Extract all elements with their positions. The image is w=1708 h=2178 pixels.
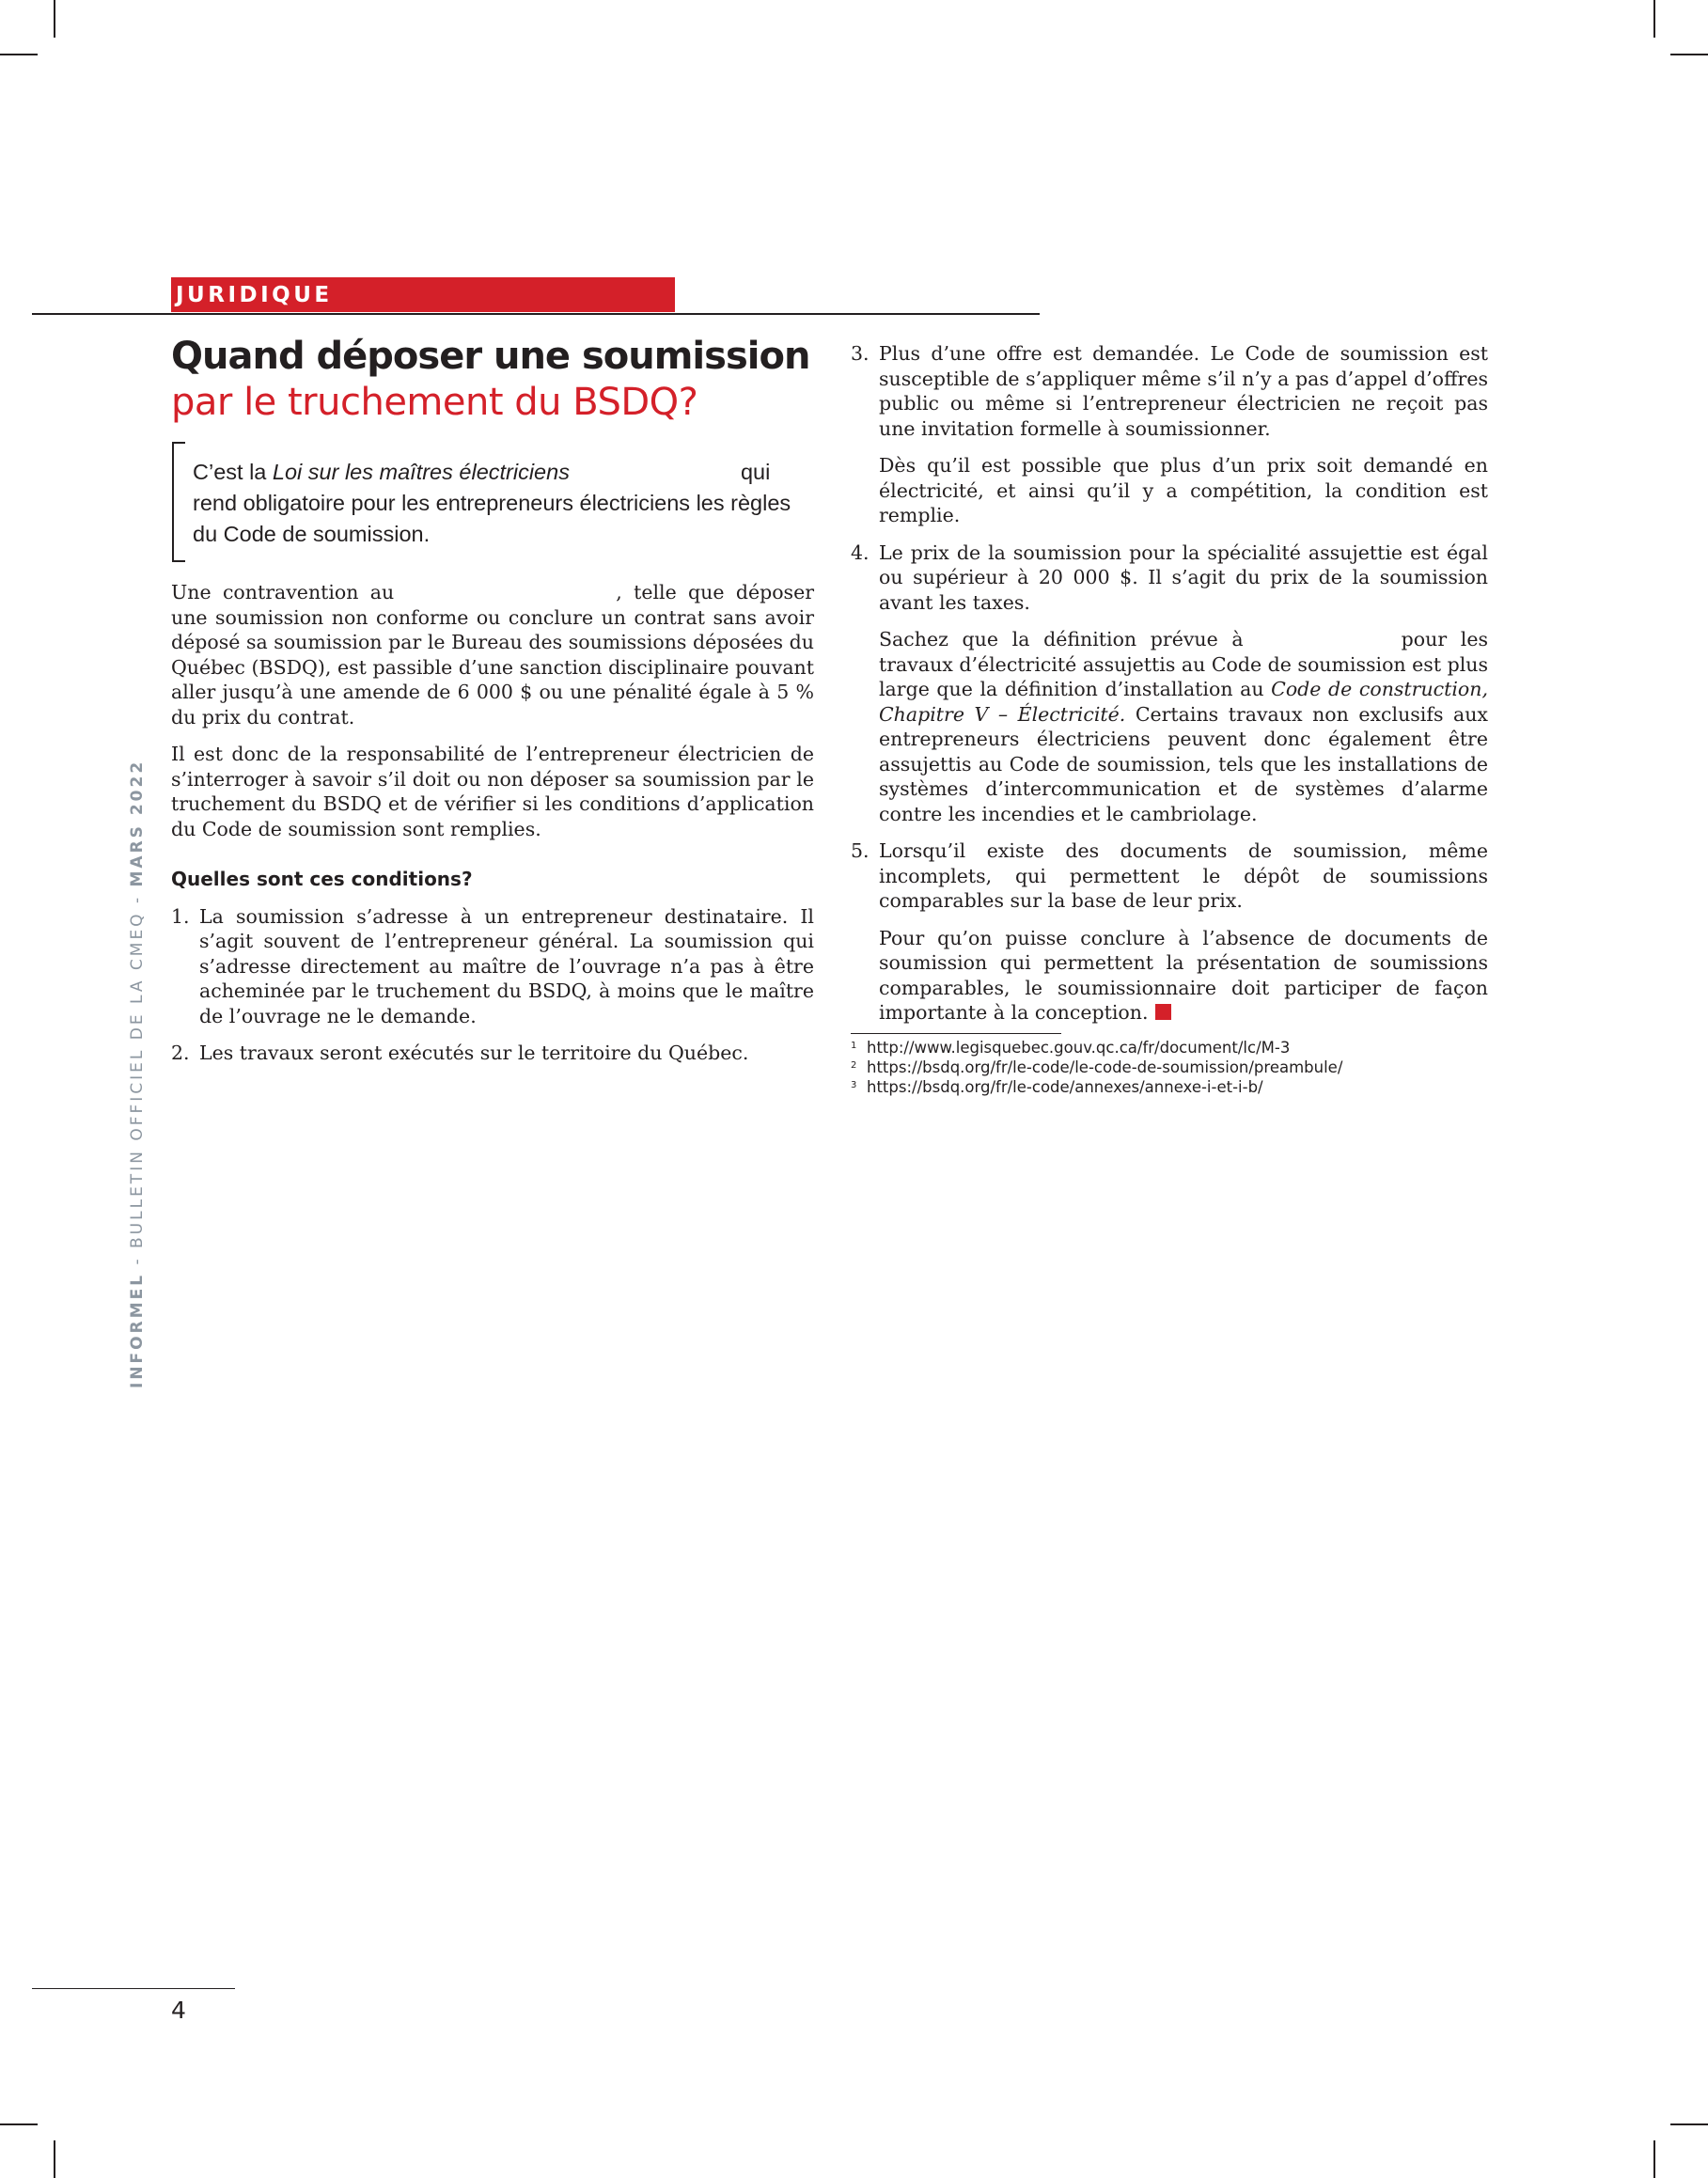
page-number: 4	[171, 1997, 186, 2024]
list-item: 3. Plus d’une offre est demandée. Le Code de soumission est susceptible de s’appliquer même s’il n’y a pas d’appel d’offres public ou même si l’entrepreneur électricien ne reçoit pas une invitation formelle à soumissionner. Dès qu’il est possible que plus d’un prix soit demandé en électricité, et ainsi qu’il y a compétition, la condition est remplie.	[851, 342, 1488, 526]
page-number-divider	[32, 1988, 235, 1989]
law-name: Loi sur les maîtres électriciens	[272, 460, 570, 484]
paragraph-responsibility: Il est donc de la responsabilité de l’entrepreneur électricien de s’interroger à savoir s’il doit ou non déposer sa soumission par le truchement du BSDQ et de vérifier si les conditions d’application du Code de soumission sont remplies.	[171, 743, 814, 840]
section-divider	[32, 313, 1040, 315]
footnote-divider	[851, 1033, 1061, 1034]
footnote-link[interactable]: https://bsdq.org/fr/le-code/le-code-de-soumission/preambule/	[867, 1058, 1343, 1076]
column-left	[171, 580, 814, 1078]
list-item: 2. Les travaux seront exécutés sur le territoire du Québec.	[171, 1042, 749, 1064]
list-item: 4. Le prix de la soumission pour la spécialité assujettie est égal ou supérieur à 20 000 $. Il s’agit du prix de la soumission avant les taxes. Sachez que la définition prévue à pour les travaux d’électricité assujettis au Code de soumission est plus large que la définition d’installation au Code de construction, Chapitre V – Électricité. Certains travaux non exclusifs aux entrepreneurs électriciens peuvent donc également être assujettis au Code de soumission, tels que les installations de systèmes d’intercommunication et de systèmes d’alarme contre les incendies et le cambriolage.	[851, 541, 1488, 825]
sidebar-publication-info	[128, 760, 147, 1388]
article-title	[171, 334, 829, 426]
list-item: 5. Lorsqu’il existe des documents de soumission, même incomplets, qui permettent le dépôt de soumissions comparables sur la base de leur prix. Pour qu’on puisse conclure à l’absence de documents de soumission qui permettent la présentation de soumissions comparables, le soumissionnaire doit participer de façon importante à la conception.	[851, 839, 1488, 1024]
sidebar-publication: INFORMEL	[128, 1272, 147, 1388]
sidebar-description: - BULLETIN OFFICIEL DE LA CMEQ -	[128, 886, 147, 1273]
paragraph-contravention: Une contravention au , telle que déposer une soumission non conforme ou conclure un contrat sans avoir déposé sa soumission par le Bureau des soumissions déposées du Québec (BSDQ), est passible d’une sanction disciplinaire pouvant aller jusqu’à une amende de 6 000 $ ou une pénalité égale à 5 % du prix du contrat.	[171, 581, 814, 729]
section-label: JURIDIQUE	[171, 277, 675, 312]
crop-mark	[1653, 0, 1655, 38]
crop-mark	[1670, 54, 1708, 55]
conditions-heading: Quelles sont ces conditions?	[171, 868, 473, 890]
sidebar-date: MARS 2022	[128, 759, 147, 887]
footnote-item: $^1$ http://www.legisquebec.gouv.qc.ca/fr/document/lc/M-3	[851, 1039, 1291, 1057]
crop-mark	[1670, 2123, 1708, 2125]
title-red: par le truchement du BSDQ?	[171, 381, 698, 424]
column-right	[851, 341, 1488, 1038]
list-item: 1. La soumission s’adresse à un entrepreneur destinataire. Il s’agit souvent de l’entrepreneur général. La soumission qui s’adresse directement au maître de l’ouvrage n’a pas à être acheminée par le truchement du BSDQ, à moins que le maître de l’ouvrage ne le demande.	[171, 904, 814, 1027]
footnote-item: $^3$ https://bsdq.org/fr/le-code/annexes/annexe-i-et-i-b/	[851, 1078, 1263, 1096]
crop-mark	[54, 2140, 55, 2178]
crop-mark	[0, 2123, 38, 2125]
crop-mark	[54, 0, 55, 38]
pull-quote	[172, 442, 813, 562]
footnotes	[851, 1037, 1415, 1096]
footnote-link[interactable]: https://bsdq.org/fr/le-code/annexes/annexe-i-et-i-b/	[867, 1078, 1263, 1096]
footnote-link[interactable]: http://www.legisquebec.gouv.qc.ca/fr/document/lc/M-3	[867, 1039, 1291, 1057]
crop-mark	[0, 54, 38, 55]
crop-mark	[1653, 2140, 1655, 2178]
pull-quote-text: C’est la Loi sur les maîtres électriciens qui rend obligatoire pour les entrepreneurs électriciens les règles du Code de soumission.	[193, 460, 791, 546]
footnote-item: $^2$ https://bsdq.org/fr/le-code/le-code-de-soumission/preambule/	[851, 1058, 1343, 1076]
end-of-article-mark	[1155, 1004, 1171, 1020]
title-bold: Quand déposer une soumission	[171, 335, 810, 378]
